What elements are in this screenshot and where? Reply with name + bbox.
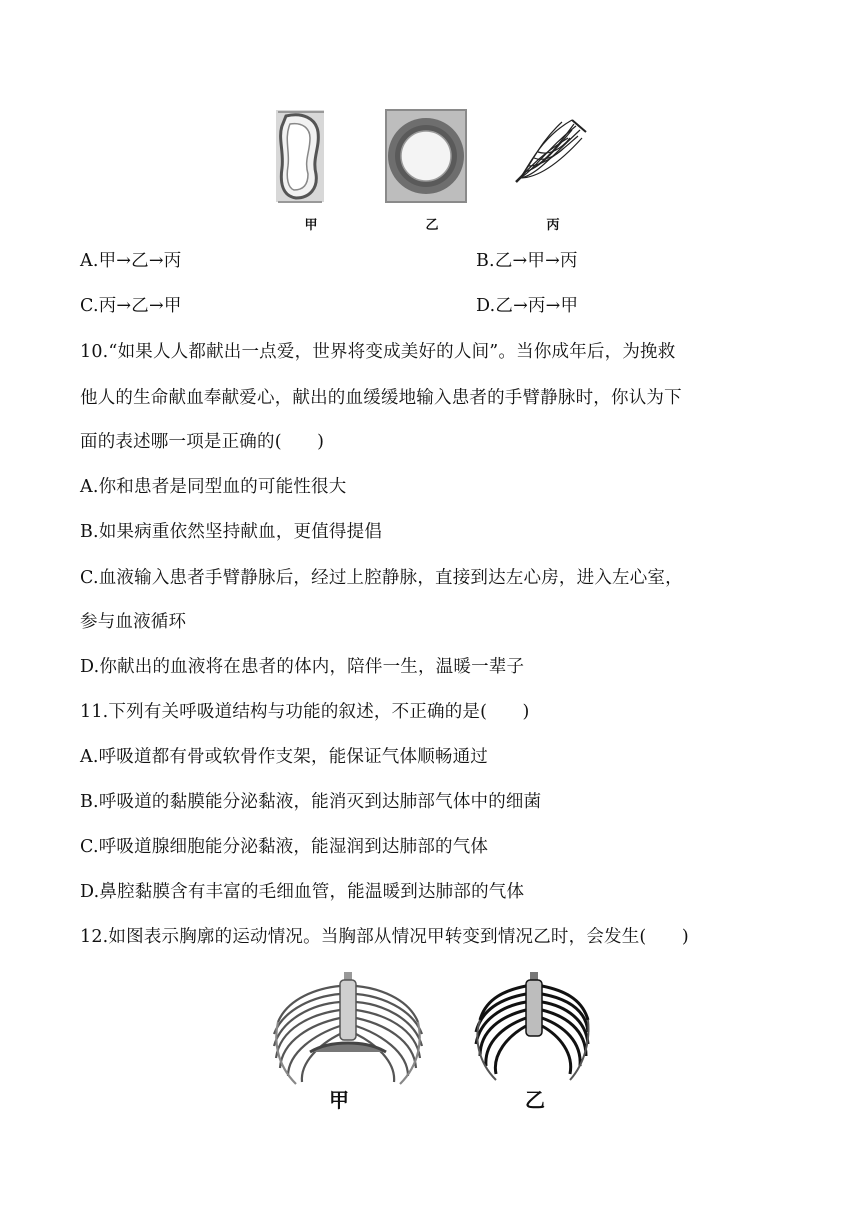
ribcage-yi-image: [476, 972, 588, 1080]
q10-stem-line-2: 他人的生命献血奉献爱心，献出的血缓缓地输入患者的手臂静脉时，你认为下: [80, 388, 682, 408]
q12-stem: 12.如图表示胸廓的运动情况。当胸部从情况甲转变到情况乙时，会发生( ): [80, 927, 689, 947]
q9-option-a: A.甲→乙→丙: [80, 251, 182, 271]
ribcage-jia-image: [274, 972, 422, 1084]
q10-option-c-line-1: C.血液输入患者手臂静脉后，经过上腔静脉，直接到达左心房，进入左心室，: [80, 568, 683, 588]
q10-stem-line-1: 10.“如果人人都献出一点爱，世界将变成美好的人间”。当你成年后，为挽救: [80, 342, 676, 362]
artery-label: 乙: [425, 218, 439, 233]
capillary-label: 丙: [546, 218, 560, 233]
q11-option-a: A.呼吸道都有骨或软骨作支架，能保证气体顺畅通过: [80, 747, 488, 767]
capillary-image: [516, 120, 586, 182]
q9-option-b: B.乙→甲→丙: [476, 251, 578, 271]
blood-vessel-figure: [272, 108, 590, 236]
q11-option-b: B.呼吸道的黏膜能分泌黏液，能消灭到达肺部气体中的细菌: [80, 792, 542, 812]
artery-image: [386, 110, 466, 202]
q10-option-c-line-2: 参与血液循环: [80, 612, 187, 632]
q10-stem-line-3: 面的表述哪一项是正确的( ): [80, 432, 325, 452]
q9-option-d: D.乙→丙→甲: [476, 296, 579, 316]
q11-option-d: D.鼻腔黏膜含有丰富的毛细血管，能温暖到达肺部的气体: [80, 882, 525, 902]
q10-option-b: B.如果病重依然坚持献血，更值得提倡: [80, 522, 383, 542]
vein-label: 甲: [304, 218, 318, 233]
vein-image: [276, 110, 324, 202]
q11-stem: 11.下列有关呼吸道结构与功能的叙述，不正确的是( ): [80, 702, 530, 722]
q11-option-c: C.呼吸道腺细胞能分泌黏液，能湿润到达肺部的气体: [80, 837, 489, 857]
q10-option-a: A.你和患者是同型血的可能性很大: [80, 477, 347, 497]
ribcage-jia-label: 甲: [329, 1088, 349, 1112]
ribcage-yi-label: 乙: [525, 1088, 545, 1112]
ribcage-figure: [270, 968, 590, 1110]
q9-option-c: C.丙→乙→甲: [80, 296, 182, 316]
q10-option-d: D.你献出的血液将在患者的体内，陪伴一生，温暖一辈子: [80, 657, 525, 677]
